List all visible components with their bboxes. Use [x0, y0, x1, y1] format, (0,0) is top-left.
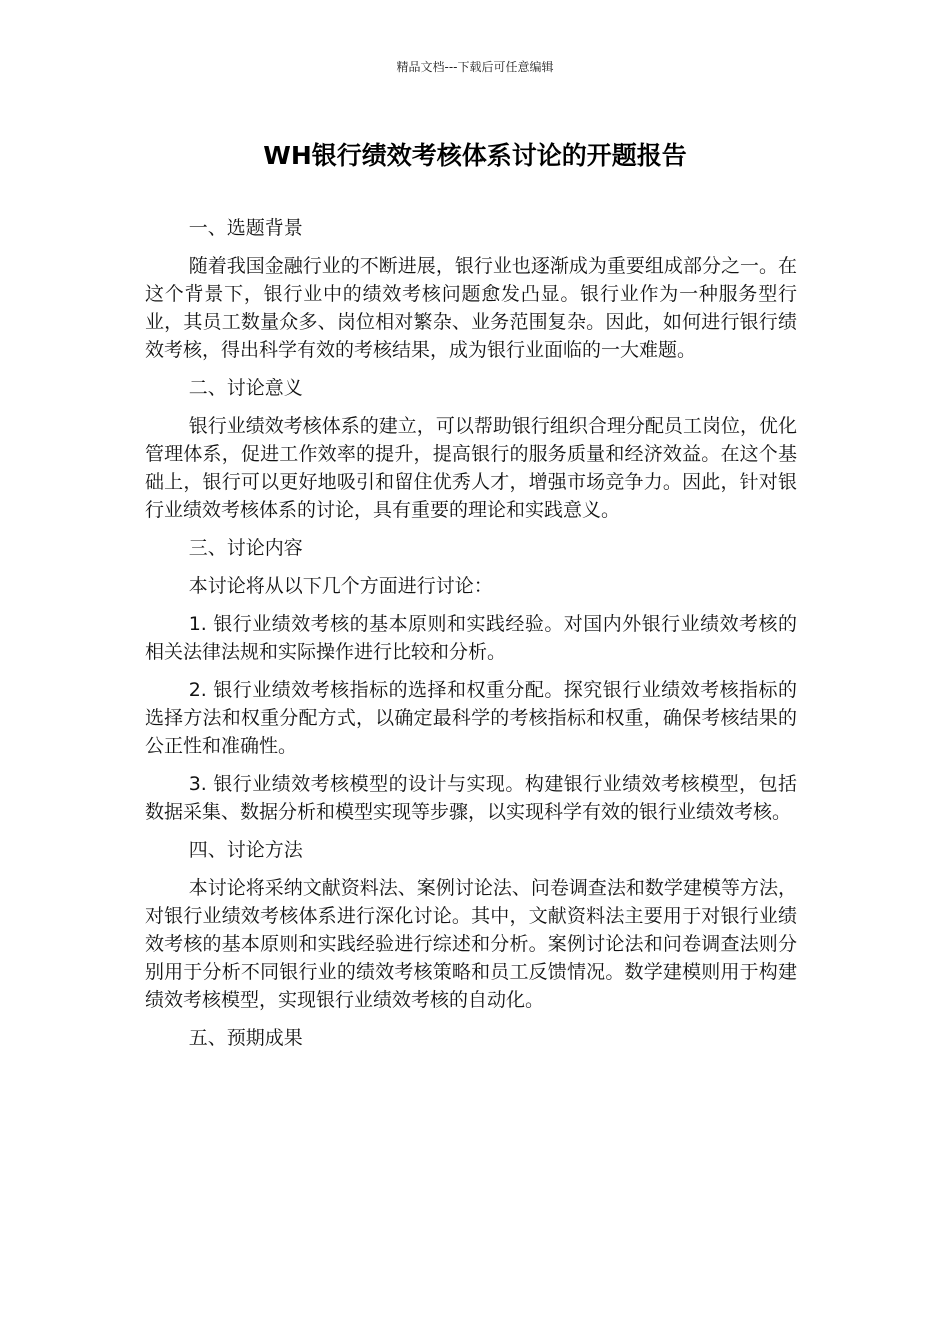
- paragraph-significance: 银行业绩效考核体系的建立，可以帮助银行组织合理分配员工岗位，优化管理体系，促进工作效率的提升，提高银行的服务质量和经济效益。在这个基础上，银行可以更好地吸引和留住优秀人才，增强市场竞争力。因此，针对银行业绩效考核体系的讨论，具有重要的理论和实践意义。: [145, 415, 797, 521]
- section-heading-content: 三、讨论内容: [188, 537, 303, 559]
- section-heading-expected-results: 五、预期成果: [188, 1027, 303, 1049]
- page-header: 精品文档---下载后可任意编辑: [396, 60, 554, 74]
- content-item-3: 3. 银行业绩效考核模型的设计与实现。构建银行业绩效考核模型，包括数据采集、数据分析和模型实现等步骤，以实现科学有效的银行业绩效考核。: [145, 773, 797, 823]
- content-item-2: 2. 银行业绩效考核指标的选择和权重分配。探究银行业绩效考核指标的选择方法和权重分配方式，以确定最科学的考核指标和权重，确保考核结果的公正性和准确性。: [145, 679, 797, 757]
- section-heading-background: 一、选题背景: [188, 217, 303, 239]
- paragraph-methods: 本讨论将采纳文献资料法、案例讨论法、问卷调查法和数学建模等方法，对银行业绩效考核体系进行深化讨论。其中，文献资料法主要用于对银行业绩效考核的基本原则和实践经验进行综述和分析。案例讨论法和问卷调查法则分别用于分析不同银行业的绩效考核策略和员工反馈情况。数学建模则用于构建绩效考核模型，实现银行业绩效考核的自动化。: [145, 877, 797, 1011]
- section-heading-methods: 四、讨论方法: [188, 839, 303, 861]
- document-body: [145, 214, 797, 1062]
- content-item-1: 1. 银行业绩效考核的基本原则和实践经验。对国内外银行业绩效考核的相关法律法规和实际操作进行比较和分析。: [145, 613, 797, 663]
- section-heading-significance: 二、讨论意义: [188, 377, 303, 399]
- paragraph-content-intro: 本讨论将从以下几个方面进行讨论：: [188, 575, 493, 597]
- paragraph-background: 随着我国金融行业的不断进展，银行业也逐渐成为重要组成部分之一。在这个背景下，银行业中的绩效考核问题愈发凸显。银行业作为一种服务型行业，其员工数量众多、岗位相对繁杂、业务范围复杂。因此，如何进行银行绩效考核，得出科学有效的考核结果，成为银行业面临的一大难题。: [145, 255, 797, 361]
- document-title: WH银行绩效考核体系讨论的开题报告: [263, 141, 687, 170]
